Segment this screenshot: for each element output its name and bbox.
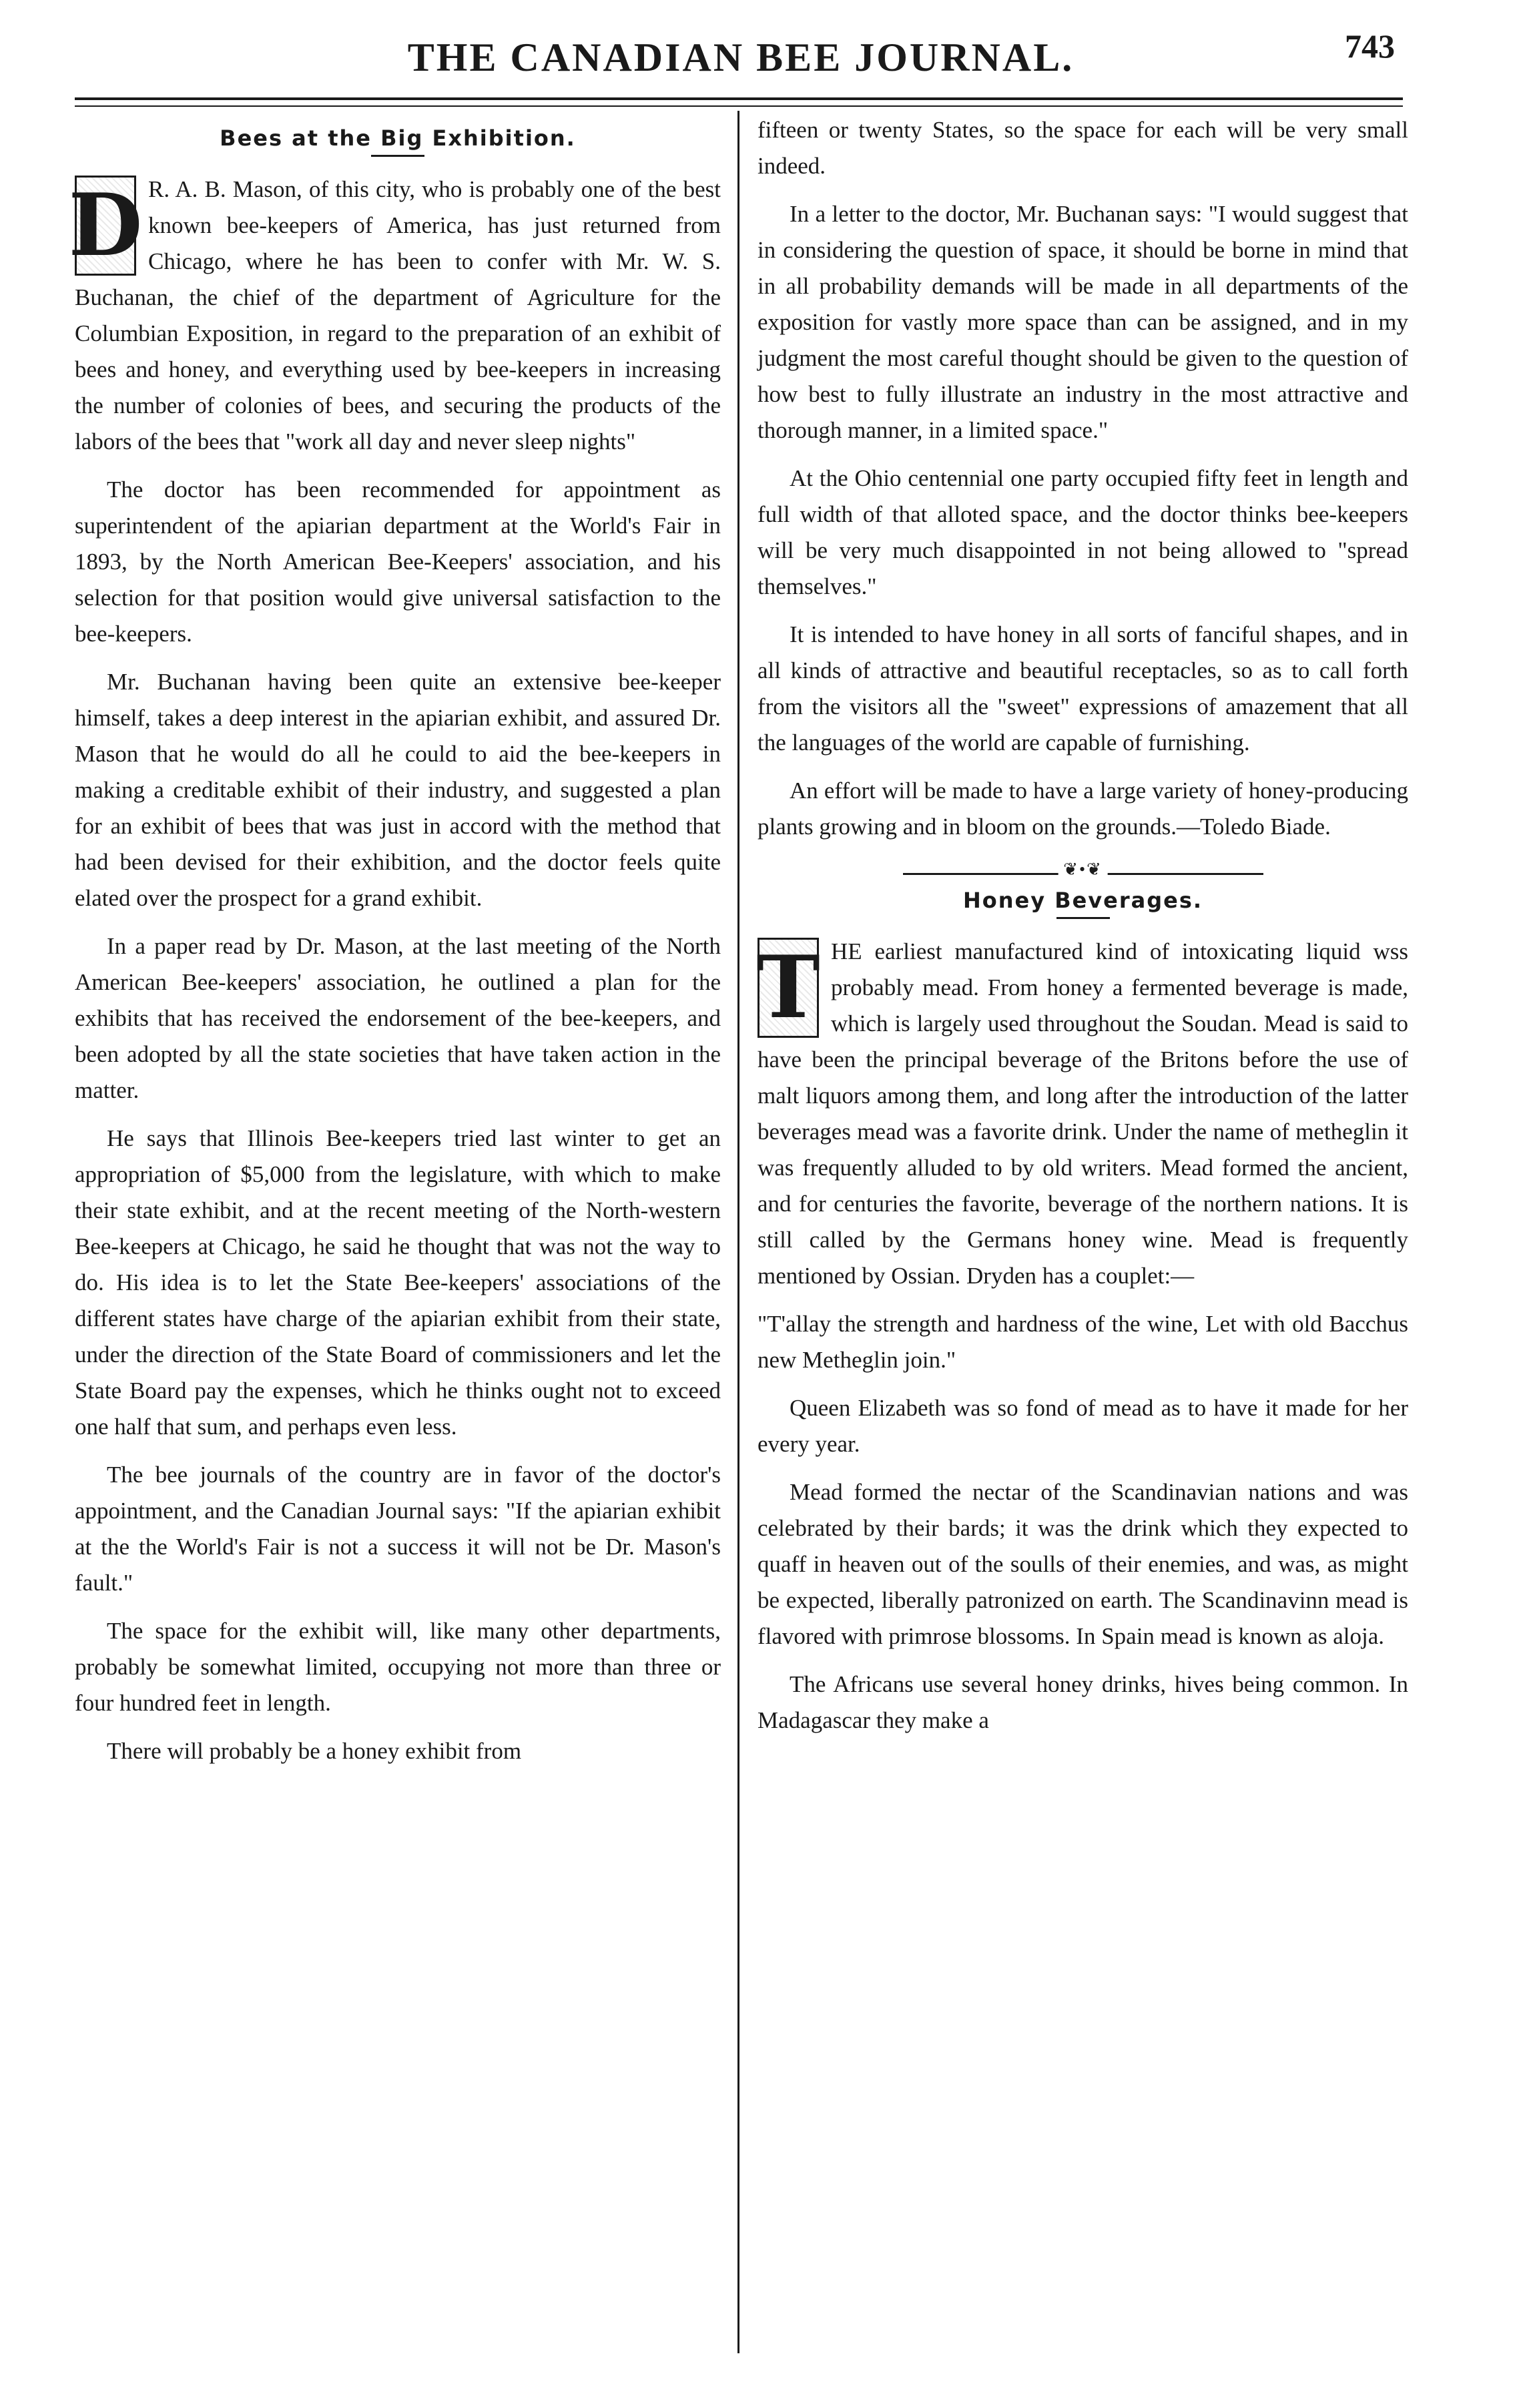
paragraph: R. A. B. Mason, of this city, who is probably one of the best known bee-keepers of America, has just returned from Chicago, where he has been to confer with Mr. W. S. Buchanan, the chief of the department of Agriculture for the Columbian Exposition, in regard to the preparation of an exhibit of bees and honey, and everything used by bee-keepers in increasing the number of colonies of bees, and securing the products of the labors of the bees that "work all day and never sleep nights" [75, 176, 721, 455]
paragraph: Mead formed the nectar of the Scandinavian nations and was celebrated by their bards; it was the drink which they expected to quaff in heaven out of the soulls of their enemies, and was, as might be expected, liberally patronized on earth. The Scandinavinn mead is flavored with primrose blossoms. In Spain mead is known as aloja. [757, 1479, 1408, 1649]
paragraph: The doctor has been recommended for appointment as superintendent of the apiarian department at the World's Fair in 1893, by the North American Bee-Keepers' association, and his selection for that position would give universal satisfaction to the bee-keepers. [75, 477, 721, 647]
paragraph: The space for the exhibit will, like many other departments, probably be somewhat limited, occupying not more than three or four hundred feet in length. [75, 1618, 721, 1716]
page-number: 743 [1345, 27, 1395, 65]
dryden-quote: "T'allay the strength and hardness of the wine, Let with old Bacchus new Metheglin join." [757, 1311, 1408, 1373]
right-column [757, 112, 1408, 1751]
article-lead [757, 934, 1408, 1294]
section-title-bees-exhibition: Bees at the Big Exhibition. [220, 125, 576, 151]
header-rule [75, 97, 1403, 100]
dropcap-d: D [68, 176, 143, 276]
section-divider [903, 860, 1263, 879]
header-rule-thin [75, 105, 1403, 107]
paragraph: In a paper read by Dr. Mason, at the last meeting of the North American Bee-keepers' association, he outlined a plan for the exhibits that has received the endorsement of the bee-keepers, and been adopted by all the state societies that have taken action in the matter. [75, 933, 721, 1103]
paragraph: It is intended to have honey in all sorts of fanciful shapes, and in all kinds of attractive and beautiful receptacles, so as to call forth from the visitors all the "sweet" expressions of amazement that all the languages of the world are capable of furnishing. [757, 621, 1408, 756]
paragraph: There will probably be a honey exhibit from [107, 1738, 522, 1764]
left-column [68, 112, 721, 1781]
paragraph-continued: fifteen or twenty States, so the space for each will be very small indeed. [757, 117, 1408, 179]
paragraph: Mr. Buchanan having been quite an extensive bee-keeper himself, takes a deep interest in the apiarian exhibit, and assured Dr. Mason that he would do all he could to aid the bee-keepers in making a creditable exhibit of their industry, and suggested a plan for an exhibit of bees that was just in accord with the method that had been devised for their exhibition, and the doctor feels quite elated over the prospect for a grand exhibit. [75, 669, 721, 911]
paragraph: He says that Illinois Bee-keepers tried last winter to get an appropriation of $5,000 from the legislature, with which to make their state exhibit, and at the recent meeting of the North-western Bee-keepers at Chicago, he said he thought that was not the way to do. His idea is to let the State Bee-keepers' associations of the different states have charge of the apiarian exhibit from their state, under the direction of the State Board of commissioners and let the State Board pay the expenses, which he thinks ought not to exceed one half that sum, and perhaps even less. [75, 1125, 721, 1440]
paragraph: The bee journals of the country are in favor of the doctor's appointment, and the Canadian Journal says: "If the apiarian exhibit at the the World's Fair is not a success it will not be Dr. Mason's fault." [75, 1462, 721, 1596]
column-divider [737, 111, 739, 2353]
journal-title: THE CANADIAN BEE JOURNAL. [407, 35, 1075, 79]
paragraph: HE earliest manufactured kind of intoxicating liquid wss probably mead. From honey a fermented beverage is made, which is largely used throughout the Soudan. Mead is said to have been the principal beverage of the Britons before the use of malt liquors among them, and long after the introduction of the latter beverages mead was a favorite drink. Under the name of metheglin it was frequently alluded to by old writers. Mead formed the ancient, and for centuries the favorite, beverage of the northern nations. It is still called by the Germans honey wine. Mead is frequently mentioned by Ossian. Dryden has a couplet:— [757, 938, 1408, 1289]
paragraph: At the Ohio centennial one party occupied fifty feet in length and full width of that alloted space, and the doctor thinks bee-keepers will be very much disappointed in not being allowed to "spread themselves." [757, 465, 1408, 599]
ornament-icon: ❦•❦ [1058, 860, 1108, 880]
title-underline [371, 155, 424, 157]
paragraph: In a letter to the doctor, Mr. Buchanan says: "I would suggest that in considering the question of space, it should be borne in mind that in all probability demands will be made in all departments of the exposition for vastly more space than can be assigned, and in my judgment the most careful thought should be given to the question of how best to fully illustrate an industry in the most attractive and thorough manner, in a limited space." [757, 201, 1408, 443]
title-underline [1056, 917, 1110, 919]
page-header [73, 27, 1408, 100]
paragraph: Queen Elizabeth was so fond of mead as to have it made for her every year. [757, 1395, 1408, 1457]
section-title-honey-beverages: Honey Beverages. [962, 888, 1203, 913]
article-lead [68, 172, 721, 460]
paragraph: An effort will be made to have a large variety of honey-producing plants growing and in bloom on the grounds.—Toledo Biade. [757, 778, 1408, 840]
dropcap-t: T [756, 938, 820, 1038]
paragraph: The Africans use several honey drinks, hives being common. In Madagascar they make a [757, 1671, 1408, 1733]
